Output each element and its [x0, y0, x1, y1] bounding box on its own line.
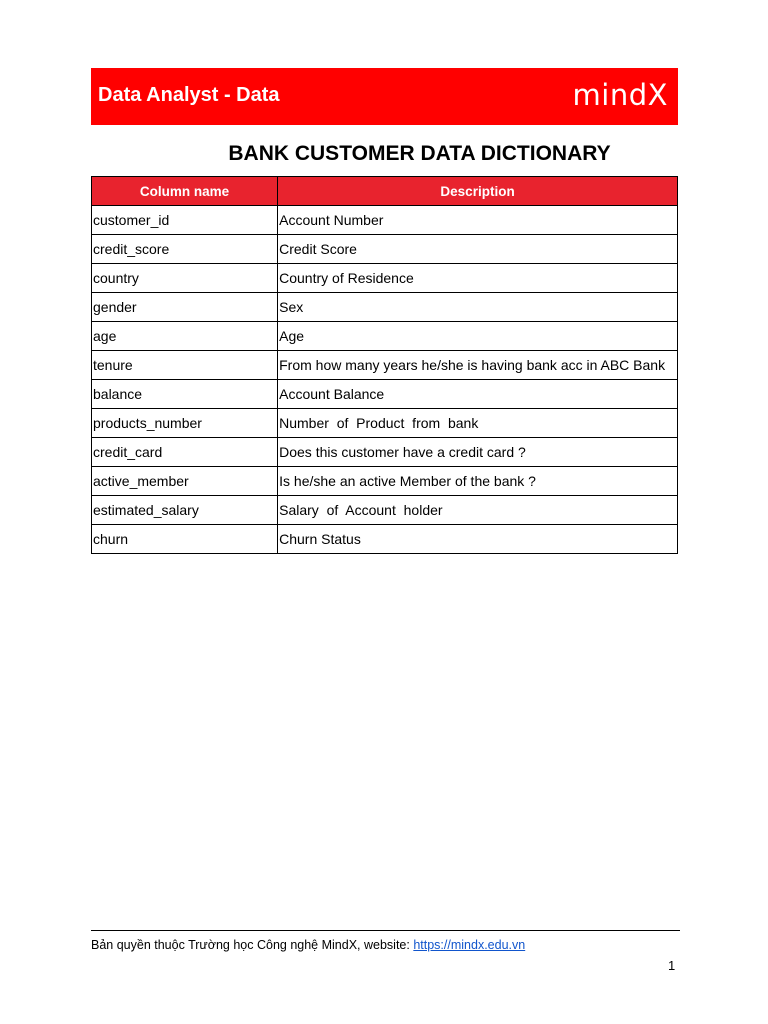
mindx-logo: mindX [572, 78, 668, 112]
header-title: Data Analyst - Data [98, 84, 280, 106]
description-cell: Account Number [278, 206, 678, 235]
table-row [92, 322, 678, 351]
column-name-cell: country [92, 264, 278, 293]
description-cell: Does this customer have a credit card ? [278, 438, 678, 467]
table-row [92, 496, 678, 525]
description-cell: Churn Status [278, 525, 678, 554]
data-dictionary-table [91, 176, 678, 554]
column-name-cell: credit_score [92, 235, 278, 264]
website-link[interactable]: https://mindx.edu.vn [413, 938, 526, 952]
description-cell: Account Balance [278, 380, 678, 409]
table-row [92, 525, 678, 554]
description-header: Description [278, 177, 678, 206]
column-name-cell: estimated_salary [92, 496, 278, 525]
table-header-row [92, 177, 678, 206]
table-row [92, 438, 678, 467]
table-row [92, 380, 678, 409]
description-cell: Age [278, 322, 678, 351]
page-number: 1 [668, 958, 676, 973]
column-name-cell: balance [92, 380, 278, 409]
copyright-text: Bản quyền thuộc Trường học Công nghệ MindX, website: [91, 938, 414, 952]
table-row [92, 293, 678, 322]
description-cell: Sex [278, 293, 678, 322]
table-row [92, 235, 678, 264]
description-cell: Is he/she an active Member of the bank ? [278, 467, 678, 496]
document-title: BANK CUSTOMER DATA DICTIONARY [228, 142, 611, 165]
description-cell: From how many years he/she is having bank acc in ABC Bank [278, 351, 678, 380]
column-name-cell: customer_id [92, 206, 278, 235]
table-row [92, 264, 678, 293]
description-cell: Salary of Account holder [278, 496, 678, 525]
column-name-cell: gender [92, 293, 278, 322]
column-name-cell: products_number [92, 409, 278, 438]
column-name-cell: credit_card [92, 438, 278, 467]
column-name-cell: age [92, 322, 278, 351]
column-name-header: Column name [92, 177, 278, 206]
column-name-cell: tenure [92, 351, 278, 380]
table-row [92, 206, 678, 235]
column-name-cell: active_member [92, 467, 278, 496]
table-row [92, 467, 678, 496]
table-row [92, 409, 678, 438]
header-banner [91, 68, 678, 125]
description-cell: Country of Residence [278, 264, 678, 293]
table-row [92, 351, 678, 380]
description-cell: Number of Product from bank [278, 409, 678, 438]
description-cell: Credit Score [278, 235, 678, 264]
footer-divider [91, 930, 680, 931]
footer-copyright [91, 938, 525, 952]
column-name-cell: churn [92, 525, 278, 554]
